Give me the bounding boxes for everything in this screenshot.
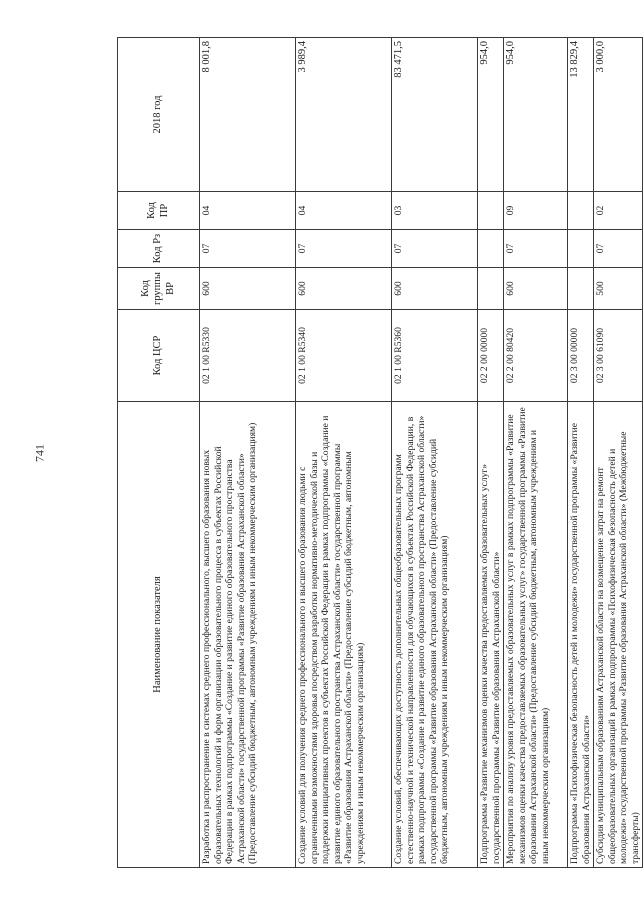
row-name: Разработка и распространение в системах среднего профессионального, высшего образования новых образовательных технологий и форм организации образовательного процесса в субъектах Российской Федерации в рамках подпрограммы «Создание и развитие единого образовательного пространства Астраханской области» государственной программы «Развитие образования Астраханской области» (Предоставление субсидий бюджетным, автономным учреждениям и иным некоммерческим организациям) (200, 402, 296, 868)
header-rz-code: Код Рз (118, 230, 200, 268)
row-csr-code: 02 1 00 R5330 (200, 310, 296, 402)
row-vr-code: 600 (392, 268, 478, 310)
row-rz-code (478, 230, 504, 268)
row-name: Подпрограмма «Развитие механизмов оценки качества предоставляемых образовательных услуг» государственной программы «Развитие образования Астраханской области» (478, 402, 504, 868)
row-amount: 954,0 (478, 38, 504, 192)
table-row (200, 38, 296, 868)
row-amount: 954,0 (504, 38, 568, 192)
row-rz-code: 07 (504, 230, 568, 268)
table-row (296, 38, 392, 868)
row-pr-code (568, 192, 594, 230)
row-rz-code: 07 (594, 230, 643, 268)
row-csr-code: 02 3 00 61090 (594, 310, 643, 402)
row-pr-code: 03 (392, 192, 478, 230)
row-name: Создание условий для получения среднего профессионального и высшего образования людьми с ограниченными возможностями здоровья посредством разработки нормативно-методической базы и поддержки инициативных проектов в субъектах Российской Федерации в рамках подпрограммы «Создание и развитие единого образовательного пространства Астраханской области» государственной программы «Развитие образования Астраханской области» (Предоставление субсидий бюджетным, автономным учреждениям и иным некоммерческим организациям) (296, 402, 392, 868)
table-row (504, 38, 568, 868)
row-vr-code (478, 268, 504, 310)
row-vr-code: 500 (594, 268, 643, 310)
row-amount: 8 001,8 (200, 38, 296, 192)
row-rz-code: 07 (296, 230, 392, 268)
header-pr-code: Код ПР (118, 192, 200, 230)
row-amount: 3 000,0 (594, 38, 643, 192)
table-row (568, 38, 594, 868)
row-amount: 13 829,4 (568, 38, 594, 192)
budget-table (117, 37, 643, 868)
rotated-table-container (117, 38, 641, 868)
row-name: Субсидия муниципальным образованиям Астраханской области на возмещение затрат на ремонт общеобразовательных организаций в рамках подпрограммы «Психофизическая безопасность детей и молодежи» государственной программы «Развитие образования Астраханской области» (Межбюджетные трансферты) (594, 402, 643, 868)
row-name: Подпрограмма «Психофизическая безопасность детей и молодежи» государственной программы «Развитие образования Астраханской области» (568, 402, 594, 868)
row-pr-code: 04 (200, 192, 296, 230)
row-name: Создание условий, обеспечивающих доступность дополнительных общеобразовательных программ естественно-научной и технической направленности для обучающихся в субъектах Российской Федерации, в рамках подпрограммы «Создание и развитие единого образовательного пространства Астраханской области» государственной программы «Развитие образования Астраханской области» (Предоставление субсидий бюджетным, автономным учреждениям и иным некоммерческим организациям) (392, 402, 478, 868)
row-amount: 3 989,4 (296, 38, 392, 192)
row-vr-code: 600 (296, 268, 392, 310)
row-csr-code: 02 3 00 00000 (568, 310, 594, 402)
header-vr-code: Код группы ВР (118, 268, 200, 310)
table-row (478, 38, 504, 868)
row-csr-code: 02 2 00 80420 (504, 310, 568, 402)
row-vr-code: 600 (200, 268, 296, 310)
row-vr-code: 600 (504, 268, 568, 310)
row-vr-code (568, 268, 594, 310)
table-header-row (118, 38, 200, 868)
row-rz-code: 07 (200, 230, 296, 268)
row-pr-code: 02 (594, 192, 643, 230)
row-pr-code (478, 192, 504, 230)
row-csr-code: 02 1 00 R5340 (296, 310, 392, 402)
row-name: Мероприятия по анализу уровня предоставляемых образовательных услуг в рамках подпрограммы «Развитие механизмов оценки качества предоставляемых образовательных услуг» государственной программы «Развитие образования Астраханской области» (Предоставление субсидий бюджетным, автономным учреждениям и иным некоммерческим организациям) (504, 402, 568, 868)
row-csr-code: 02 1 00 R5360 (392, 310, 478, 402)
row-pr-code: 04 (296, 192, 392, 230)
page-number: 741 (32, 444, 47, 462)
header-csr-code: Код ЦСР (118, 310, 200, 402)
row-csr-code: 02 2 00 00000 (478, 310, 504, 402)
header-year-2018: 2018 год (118, 38, 200, 192)
row-rz-code: 07 (392, 230, 478, 268)
row-pr-code: 09 (504, 192, 568, 230)
row-rz-code (568, 230, 594, 268)
table-row (594, 38, 643, 868)
table-row (392, 38, 478, 868)
row-amount: 83 471,5 (392, 38, 478, 192)
header-name: Наименование показателя (118, 402, 200, 868)
